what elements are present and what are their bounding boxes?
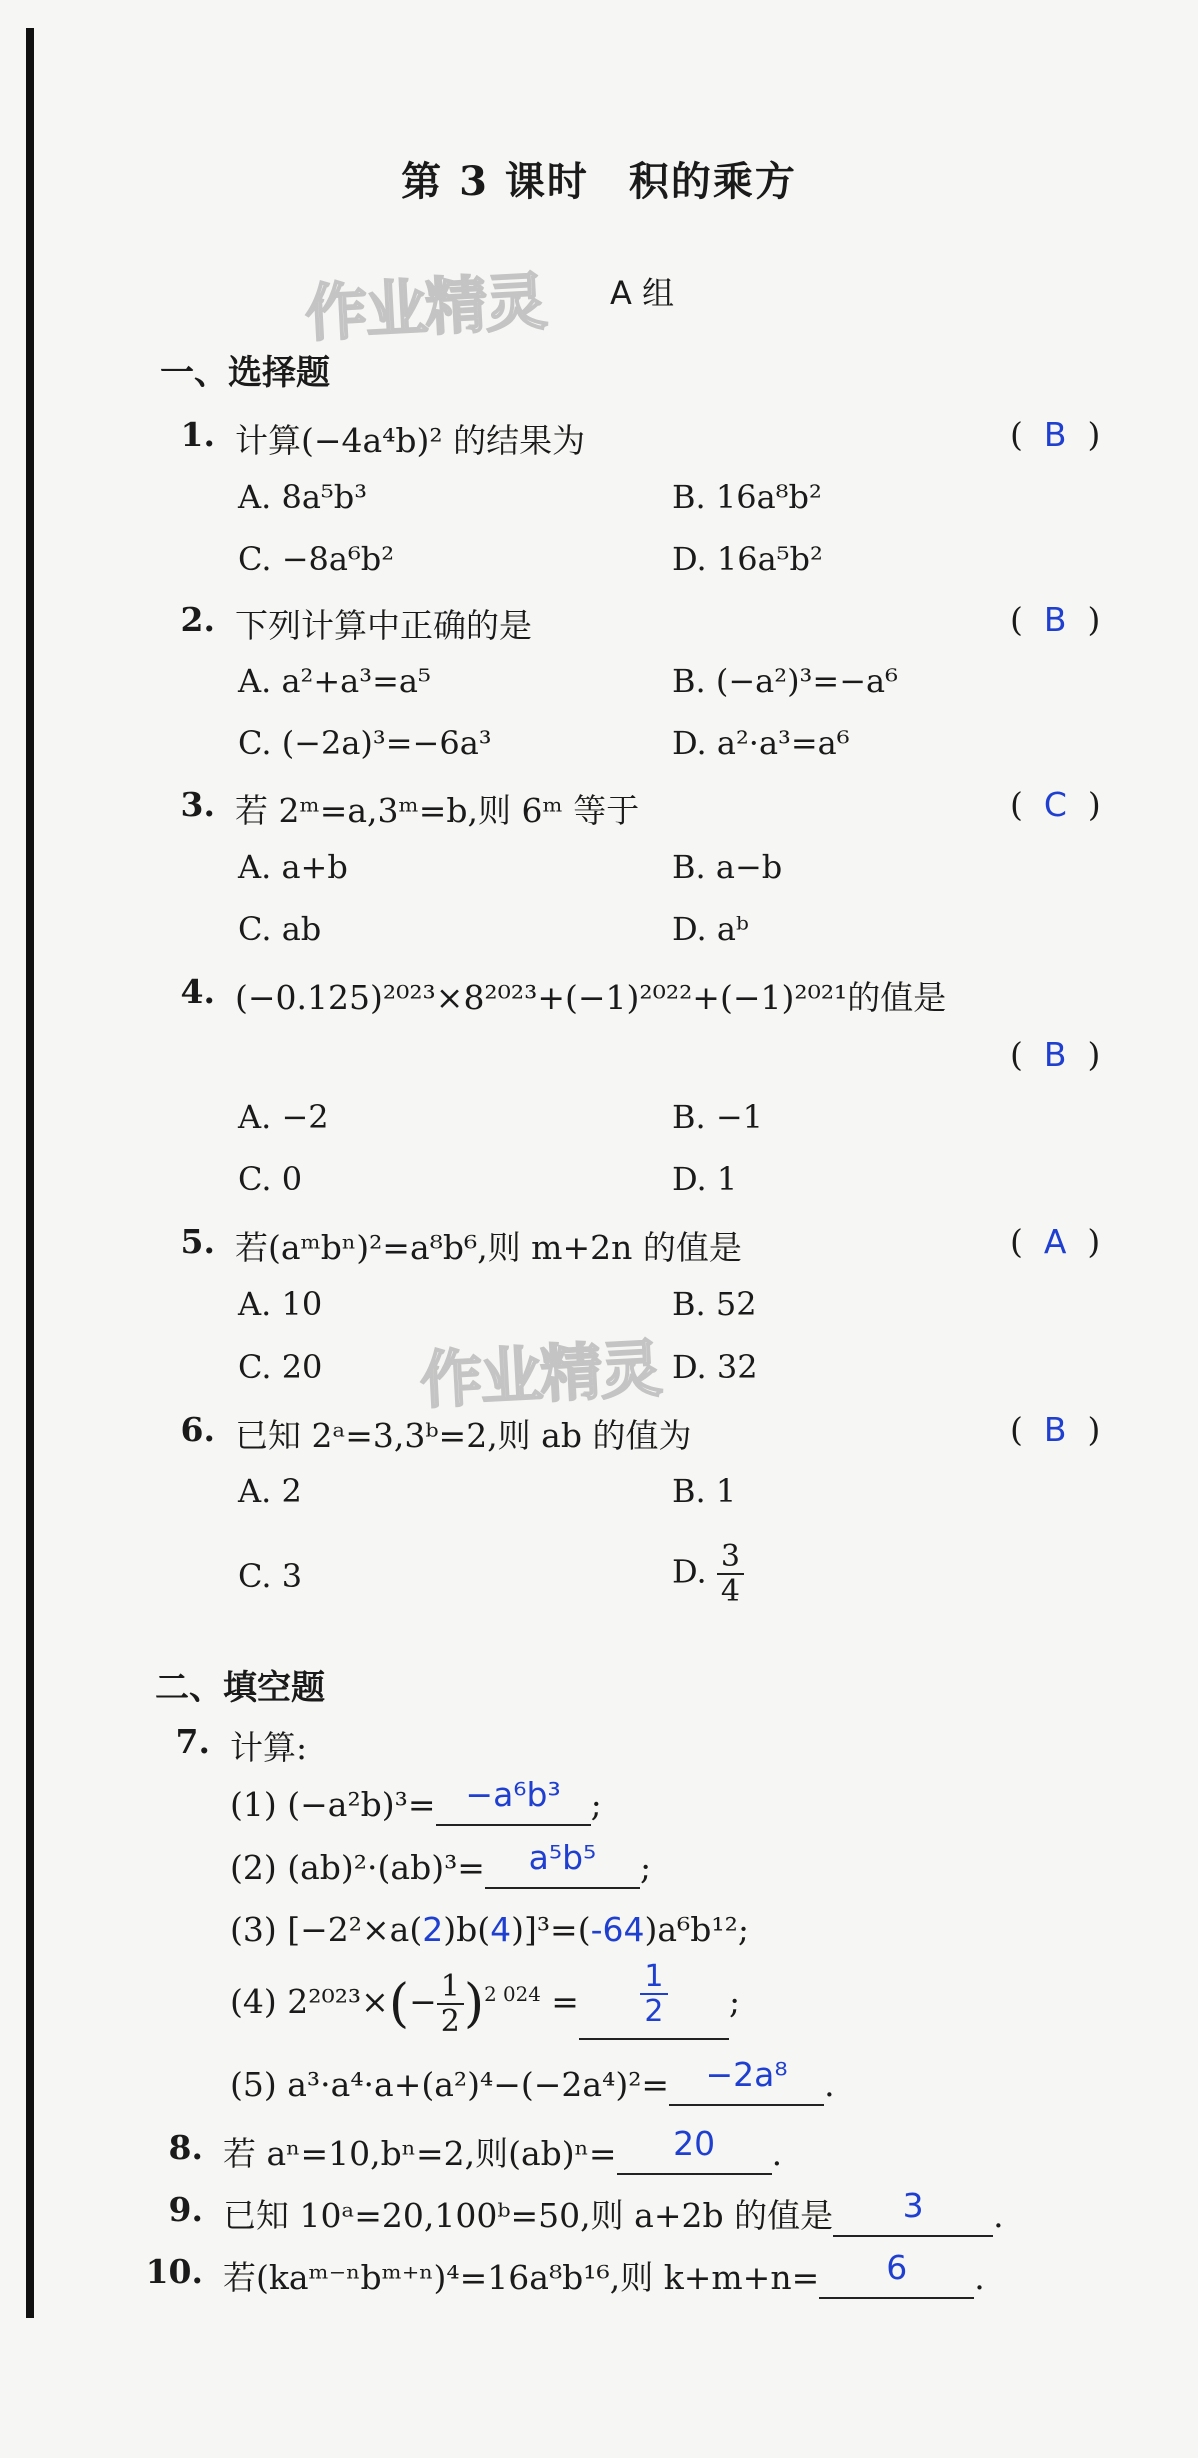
answer-mark: A — [1043, 1222, 1067, 1261]
option-c: C. ab — [238, 910, 322, 948]
answer-fraction — [640, 1960, 667, 2028]
answer-mark: B — [1043, 600, 1067, 639]
answer-mark: B — [1043, 1035, 1067, 1074]
punct: . — [771, 2134, 783, 2173]
option-a: A. 10 — [238, 1285, 323, 1323]
option-c: C. 0 — [238, 1160, 303, 1198]
subquestion — [230, 1838, 652, 1889]
title-part1: 第 3 课时 — [401, 158, 589, 205]
option-b: B. −1 — [672, 1098, 764, 1136]
stem-text: 已知 10ᵃ=20,100ᵇ=50,则 a+2b 的值是 — [223, 2196, 834, 2235]
sub-label: (4) — [230, 1982, 277, 2021]
question-number: 10. — [145, 2252, 203, 2291]
paren: ) — [463, 1974, 485, 2034]
option-d — [672, 1540, 744, 1608]
answer-mark: 20 — [673, 2124, 716, 2163]
question-number: 4. — [180, 972, 215, 1011]
answer-blank — [617, 2124, 772, 2175]
answer-blank — [819, 2248, 974, 2299]
question-number: 9. — [168, 2190, 203, 2229]
question-stem: 下列计算中正确的是 — [235, 606, 532, 645]
question-number: 1. — [180, 415, 215, 454]
option-b: B. (−a²)³=−a⁶ — [672, 662, 898, 700]
paren: ( — [388, 1974, 410, 2034]
sub-label: (1) — [230, 1785, 277, 1824]
question-stem — [223, 2186, 1004, 2237]
question-stem: (−0.125)²⁰²³×8²⁰²³+(−1)²⁰²²+(−1)²⁰²¹的值是 — [235, 978, 947, 1017]
option-a: A. −2 — [238, 1098, 329, 1136]
punct: . — [974, 2258, 985, 2297]
question-number: 8. — [168, 2128, 203, 2167]
option-c: C. (−2a)³=−6a³ — [238, 724, 492, 762]
question-number: 2. — [180, 600, 215, 639]
punct: . — [824, 2065, 835, 2104]
sub-expression: 2²⁰²³× — [287, 1982, 389, 2021]
sub-expression: )a⁶b¹²; — [644, 1910, 749, 1949]
stem-text: 若(kaᵐ⁻ⁿbᵐ⁺ⁿ)⁴=16a⁸b¹⁶,则 k+m+n= — [223, 2258, 820, 2297]
question-stem: 计算: — [230, 1728, 308, 1767]
answer-mark: 4 — [490, 1910, 512, 1949]
option-d: D. 1 — [672, 1160, 738, 1198]
option-a: A. 2 — [238, 1472, 302, 1510]
answer-mark: C — [1043, 785, 1067, 824]
option-d: D. 16a⁵b² — [672, 540, 823, 578]
question-number: 6. — [180, 1410, 215, 1449]
sub-label: (5) — [230, 2065, 277, 2104]
sub-expression: a³·a⁴·a+(a²)⁴−(−2a⁴)²= — [287, 2065, 670, 2104]
punct: . — [993, 2196, 1004, 2235]
answer-bracket: ( C ) — [1010, 785, 1101, 824]
answer-mark: −a⁶b³ — [465, 1775, 561, 1814]
punct: ; — [639, 1848, 652, 1887]
option-d-label: D. — [672, 1552, 707, 1591]
binding-edge — [26, 28, 34, 2318]
question-number: 3. — [180, 785, 215, 824]
answer-mark: 6 — [886, 2248, 908, 2287]
question-stem: 若 2ᵐ=a,3ᵐ=b,则 6ᵐ 等于 — [235, 791, 640, 830]
answer-blank — [436, 1775, 591, 1826]
lesson-title — [0, 150, 1198, 207]
subquestion — [230, 2055, 835, 2106]
option-d: D. a²·a³=a⁶ — [672, 724, 850, 762]
answer-mark: 3 — [902, 2186, 924, 2225]
punct: ; — [590, 1785, 602, 1824]
subquestion — [230, 1910, 749, 1949]
option-c: C. 20 — [238, 1348, 323, 1386]
sub-expression: (ab)²·(ab)³= — [287, 1848, 485, 1887]
option-c: C. −8a⁶b² — [238, 540, 395, 578]
sub-expression: )]³=( — [511, 1910, 591, 1949]
option-b: B. 52 — [672, 1285, 757, 1323]
option-b: B. 16a⁸b² — [672, 478, 822, 516]
answer-blank — [579, 1959, 729, 2040]
option-b: B. 1 — [672, 1472, 737, 1510]
answer-mark: -64 — [590, 1910, 645, 1949]
answer-bracket: ( B ) — [1010, 1035, 1101, 1074]
option-d: D. 32 — [672, 1348, 758, 1386]
group-label: A 组 — [610, 274, 675, 312]
sub-label: (2) — [230, 1848, 277, 1887]
answer-mark: B — [1043, 1410, 1067, 1449]
fraction — [437, 1970, 464, 2038]
fraction-numerator: 1 — [437, 1970, 464, 2005]
question-stem — [223, 2124, 783, 2175]
section-heading-choice: 一、选择题 — [160, 353, 330, 393]
answer-mark: −2a⁸ — [705, 2055, 788, 2094]
question-stem: 已知 2ᵃ=3,3ᵇ=2,则 ab 的值为 — [235, 1416, 692, 1455]
fraction-numerator: 1 — [640, 1960, 667, 1995]
answer-blank — [833, 2186, 993, 2237]
sub-label: (3) — [230, 1910, 277, 1949]
option-c: C. 3 — [238, 1557, 303, 1595]
question-stem — [223, 2248, 985, 2299]
option-a: A. a²+a³=a⁵ — [238, 662, 431, 700]
answer-bracket: ( B ) — [1010, 415, 1101, 454]
section-heading-fill: 二、填空题 — [155, 1668, 325, 1708]
sub-expression: )b( — [443, 1910, 491, 1949]
subquestion — [230, 1775, 602, 1826]
fraction — [717, 1540, 744, 1608]
answer-bracket: ( B ) — [1010, 600, 1101, 639]
exponent: 2 024 — [484, 1983, 541, 2006]
watermark-logo: 作业精灵 — [303, 264, 548, 351]
answer-mark: 2 — [422, 1910, 444, 1949]
sub-expression: (−a²b)³= — [287, 1785, 436, 1824]
answer-blank — [485, 1838, 640, 1889]
fraction-numerator: 3 — [717, 1540, 744, 1575]
question-stem: 计算(−4a⁴b)² 的结果为 — [235, 421, 586, 460]
fraction-denominator: 4 — [720, 1574, 740, 1609]
option-a: A. a+b — [238, 848, 348, 886]
subquestion: (4) 2²⁰²³×(− $\frac{1}{2}$ )$^{2 024}$ = $\frac{1}{2}$ ; — [230, 1959, 741, 2039]
punct: ; — [728, 1982, 741, 2021]
watermark-logo: 作业精灵 — [418, 1331, 663, 1418]
answer-mark: a⁵b⁵ — [528, 1838, 597, 1877]
option-a: A. 8a⁵b³ — [238, 478, 368, 516]
question-number: 7. — [175, 1722, 210, 1761]
question-number: 5. — [180, 1222, 215, 1261]
title-part2: 积的乘方 — [628, 158, 797, 205]
answer-mark: B — [1043, 415, 1067, 454]
stem-text: 若 aⁿ=10,bⁿ=2,则(ab)ⁿ= — [223, 2134, 617, 2173]
option-d: D. aᵇ — [672, 910, 749, 948]
answer-bracket: ( A ) — [1010, 1222, 1101, 1261]
option-b: B. a−b — [672, 848, 783, 886]
sub-expression: [−2²×a( — [287, 1910, 423, 1949]
fraction-denominator: 2 — [644, 1994, 664, 2029]
fraction-denominator: 2 — [440, 2004, 460, 2039]
answer-blank — [669, 2055, 824, 2106]
answer-bracket: ( B ) — [1010, 1410, 1101, 1449]
question-stem: 若(aᵐbⁿ)²=a⁸b⁶,则 m+2n 的值是 — [235, 1228, 742, 1267]
equals: = — [551, 1982, 579, 2021]
